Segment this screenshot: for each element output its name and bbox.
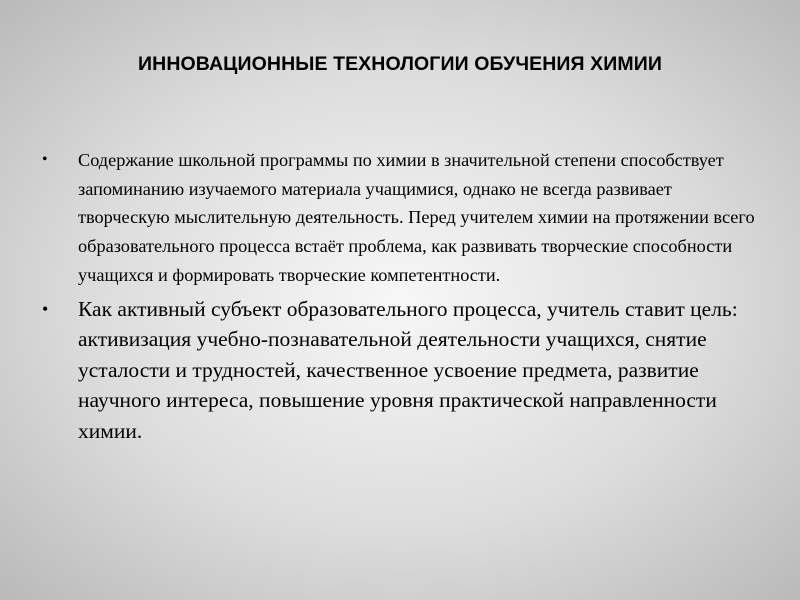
bullet-item-2 xyxy=(40,294,760,447)
bullet-dot-icon: • xyxy=(42,298,49,319)
bullet-dot-icon: • xyxy=(42,151,48,168)
bullet-item-1 xyxy=(40,146,760,290)
bullet-text-2: Как активный субъект образовательного процесса, учитель ставит цель: активизация учебно-познавательной деятельности учащихся, снятие усталости и трудностей, качественное усвоение предмета, развитие научного интереса, повышение уровня практической направленности химии. xyxy=(78,296,738,443)
bullet-text-1: Содержание школьной программы по химии в значительной степени способствует запоминанию изучаемого материала учащимися, однако не всегда развивает творческую мыслительную деятельность. Перед учителем химии на протяжении всего образовательного процесса встаёт проблема, как развивать творческие способности учащихся и формировать творческие компетентности. xyxy=(78,150,755,285)
bullet-list xyxy=(40,146,760,446)
slide-title: ИННОВАЦИОННЫЕ ТЕХНОЛОГИИ ОБУЧЕНИЯ ХИМИИ xyxy=(138,53,662,75)
